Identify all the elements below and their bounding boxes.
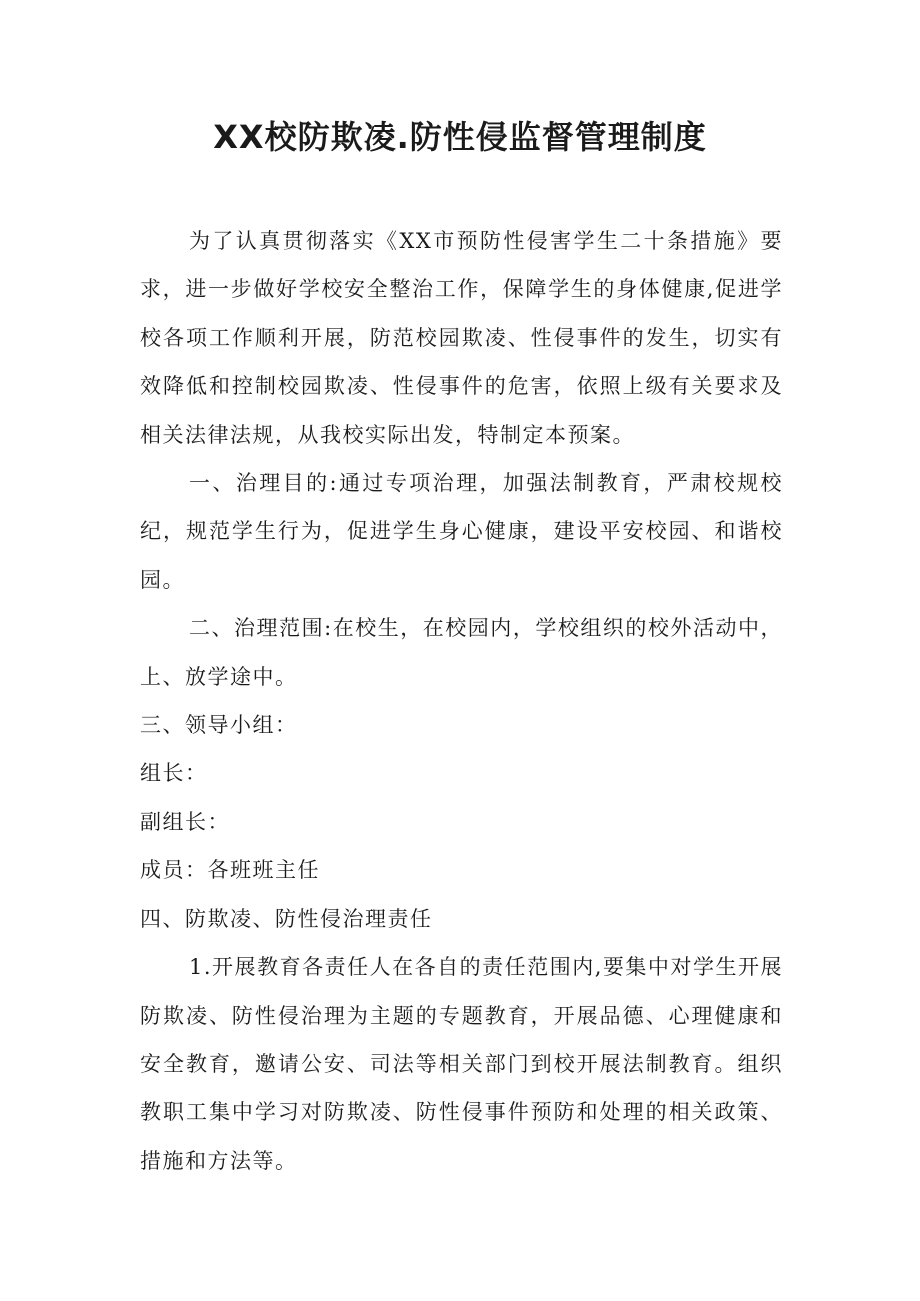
document-body (140, 217, 783, 1185)
paragraph-section-4-responsibility: 四、防欺凌、防性侵治理责任 (140, 906, 433, 931)
paragraph-item-1-education: 1.开展教育各责任人在各自的责任范围内,要集中对学生开展防欺凌、防性侵治理为主题的专题教育，开展品德、心理健康和安全教育，邀请公安、司法等相关部门到校开展法制教育。组织教职工集中学习对防欺凌、防性侵事件预防和处理的相关政策、措施和方法等。 (140, 955, 783, 1173)
paragraph-members: 成员：各班班主任 (140, 858, 320, 883)
paragraph-section-2-scope: 二、治理范围:在校生，在校园内，学校组织的校外活动中，上、放学途中。 (140, 616, 783, 689)
paragraph-section-1-goal: 一、治理目的:通过专项治理，加强法制教育，严肃校规校纪，规范学生行为，促进学生身心健康，建设平安校园、和谐校园。 (140, 471, 783, 592)
paragraph-intro: 为了认真贯彻落实《XX市预防性侵害学生二十条措施》要求，进一步做好学校安全整治工作，保障学生的身体健康,促进学校各项工作顺利开展，防范校园欺凌、性侵事件的发生，切实有效降低和控制校园欺凌、性侵事件的危害，依照上级有关要求及相关法律法规，从我校实际出发，特制定本预案。 (140, 229, 783, 447)
paragraph-section-3-leadership: 三、领导小组： (140, 713, 298, 738)
document-title: XX校防欺凌.防性侵监督管理制度 (213, 118, 707, 156)
paragraph-deputy-leader: 副组长： (140, 809, 230, 834)
paragraph-group-leader: 组长： (140, 761, 208, 786)
